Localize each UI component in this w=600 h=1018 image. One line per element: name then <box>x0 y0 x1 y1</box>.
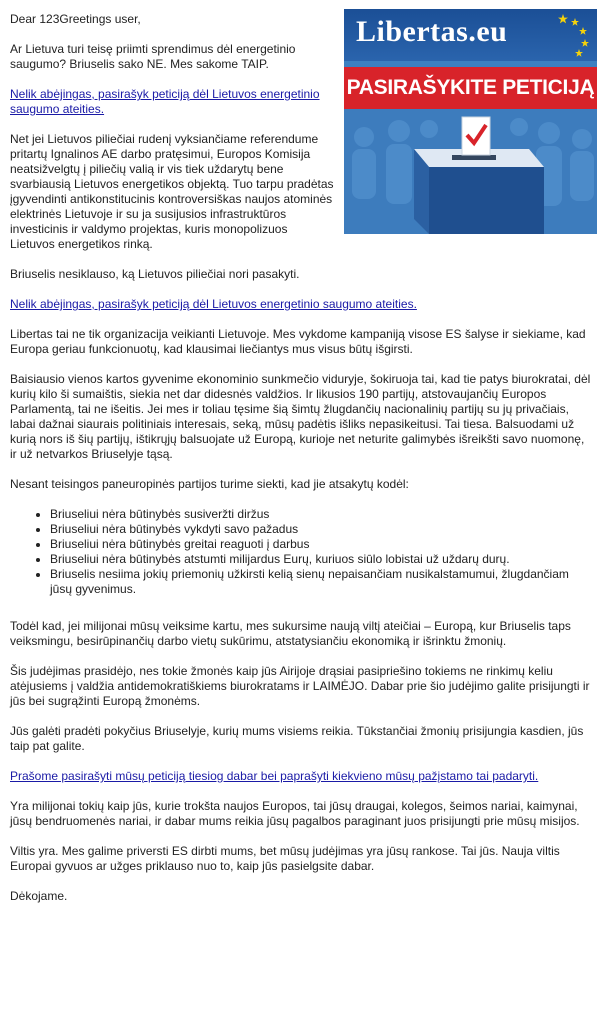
eu-stars-icon <box>533 11 593 61</box>
petition-banner[interactable] <box>344 9 597 234</box>
list-item: • Briuseliui nėra būtinybės vykdyti savo pažadus <box>50 522 594 537</box>
petition-link-1[interactable]: Nelik abėjingas, pasirašyk peticiją dėl Lietuvos energetinio saugumo ateities. <box>10 87 320 116</box>
hope-exists-paragraph: Viltis yra. Mes galime priversti ES dirbti mums, bet mūsų judėjimas yra jūsų rankose. Tai jūs. Nauja viltis Europai gyvuos ar užges priklauso nuo to, kaip jūs pasielgsite dabar. <box>10 844 560 873</box>
movement-paragraph: Šis judėjimas prasidėjo, nes tokie žmonės kaip jūs Airijoje drąsiai pasipriešino tokiems ne rinkimų keliu atėjusiems į valdžia antidemokratiškiems biurokratams ir LAIMĖJO. Dabar prie šio judėjimo galite prisijungti ir jūs bei sugrąžinti Europą žmonėms. <box>10 664 590 708</box>
millions-paragraph: Yra milijonai tokių kaip jūs, kurie trokšta naujos Europos, tai jūsų draugai, kolegos, šeimos nariai, kaimynai, jūsų bendruomenės nariai, ir dabar mums reikia jūsų pagalbos paraginant juos prisijungti prie mūsų misijos. <box>10 799 580 828</box>
list-item: • Briuselis nesiima jokių priemonių užkirsti kelią sienų nepaisančiam nusikalstamumui, žlugdančiam jūsų gyvenimus. <box>50 567 594 597</box>
petition-link-2[interactable]: Nelik abėjingas, pasirašyk peticiją dėl Lietuvos energetinio saugumo ateities. <box>10 297 417 311</box>
greeting: Dear 123Greetings user, <box>10 12 141 26</box>
petition-link-3[interactable]: Prašome pasirašyti mūsų peticiją tiesiog dabar bei paprašyti kiekvieno mūsų pažįstamo tai padaryti. <box>10 769 539 783</box>
hope-paragraph: Todėl kad, jei milijonai mūsų veiksime kartu, mes sukursime naują viltį ateičiai – Europą, kur Briuselis taps veiksmingu, besirūpinančių darbo vietų sukūrimu, atstatysiančiu ekonomiką ir išrinktu žmonių. <box>10 619 571 648</box>
ballot-box-icon <box>344 109 597 234</box>
sign-petition-cta[interactable]: PASIRAŠYKITE PETICIJĄ <box>344 67 597 109</box>
libertas-text: Libertas tai ne tik organizacija veikianti Lietuvoje. Mes vykdome kampaniją visose ES šalyse ir siekiame, kad Europa geriau funkcionuotų, kad klausimai liečiantys mus visus būtų išgirsti. <box>10 327 586 356</box>
intro-text: Ar Lietuva turi teisę priimti sprendimus dėl energetinio saugumo? Briuselis sako NE. Mes sakome TAIP. <box>10 42 296 71</box>
crisis-paragraph: Baisiausio vienos kartos gyvenime ekonominio sunkmečio viduryje, šokiruoja tai, kad tie patys biurokratai, dėl kurių kilo ši sumaištis, siekia net dar didesnės valdžios. Ir likusios 190 partijų, atstovaujančių Europos Parlamentą, tai ne išeitis. Jei mes ir toliau tęsime šią šimtų žlugdančių nacionalinių partijų su jų privačiais, labai dažnai siaurais politiniais interesais, seką, mūsų padėtis išliks nepasikeitusi. Tai tiesa. Balsuodami už kurią nors iš šių partijų, ištikrųjų balsuojate už Europą, kurioje net neturite galimybės išreikšti savo nuomonę, ir už netvarkos Briuselyje tąsą. <box>10 372 591 461</box>
why-intro: Nesant teisingos paneuropinės partijos turime siekti, kad jie atsakytų kodėl: <box>10 477 409 491</box>
energy-paragraph: Net jei Lietuvos piliečiai rudenį vyksiančiame referendume pritartų Ignalinos AE darbo pratęsimui, Europos Komisija neatsižvelgtų į piliečių valią ir vis tiek uždarytų bene svarbiausią Lietuvos energetikos objektą. Tuo tarpu pradėtas įgyvendinti antikonstitucinis kontroversiškas naujos atominės elektrinės Lietuvoje ir su ja susijusios infrastruktūros investicinis ir valdymo projektas, kuris monopolizuos Lietuvos energetikos rinką. <box>10 132 334 251</box>
list-item: • Briuseliui nėra būtinybės greitai reaguoti į darbus <box>50 537 594 552</box>
change-paragraph: Jūs galėti pradėti pokyčius Briuselyje, kurių mums visiems reikia. Tūkstančiai žmonių prisijungia kasdien, jūs taip pat galite. <box>10 724 584 753</box>
reasons-list <box>10 507 594 597</box>
list-item: • Briuseliui nėra būtinybės atstumti milijardus Eurų, kuriuos siūlo lobistai už uždarų durų. <box>50 552 594 567</box>
libertas-logo: Libertas.eu <box>356 15 508 48</box>
closing: Dėkojame. <box>10 889 68 903</box>
list-item: • Briuseliui nėra būtinybės susiveržti diržus <box>50 507 594 522</box>
brussels-text: Briuselis nesiklauso, ką Lietuvos piliečiai nori pasakyti. <box>10 267 300 281</box>
